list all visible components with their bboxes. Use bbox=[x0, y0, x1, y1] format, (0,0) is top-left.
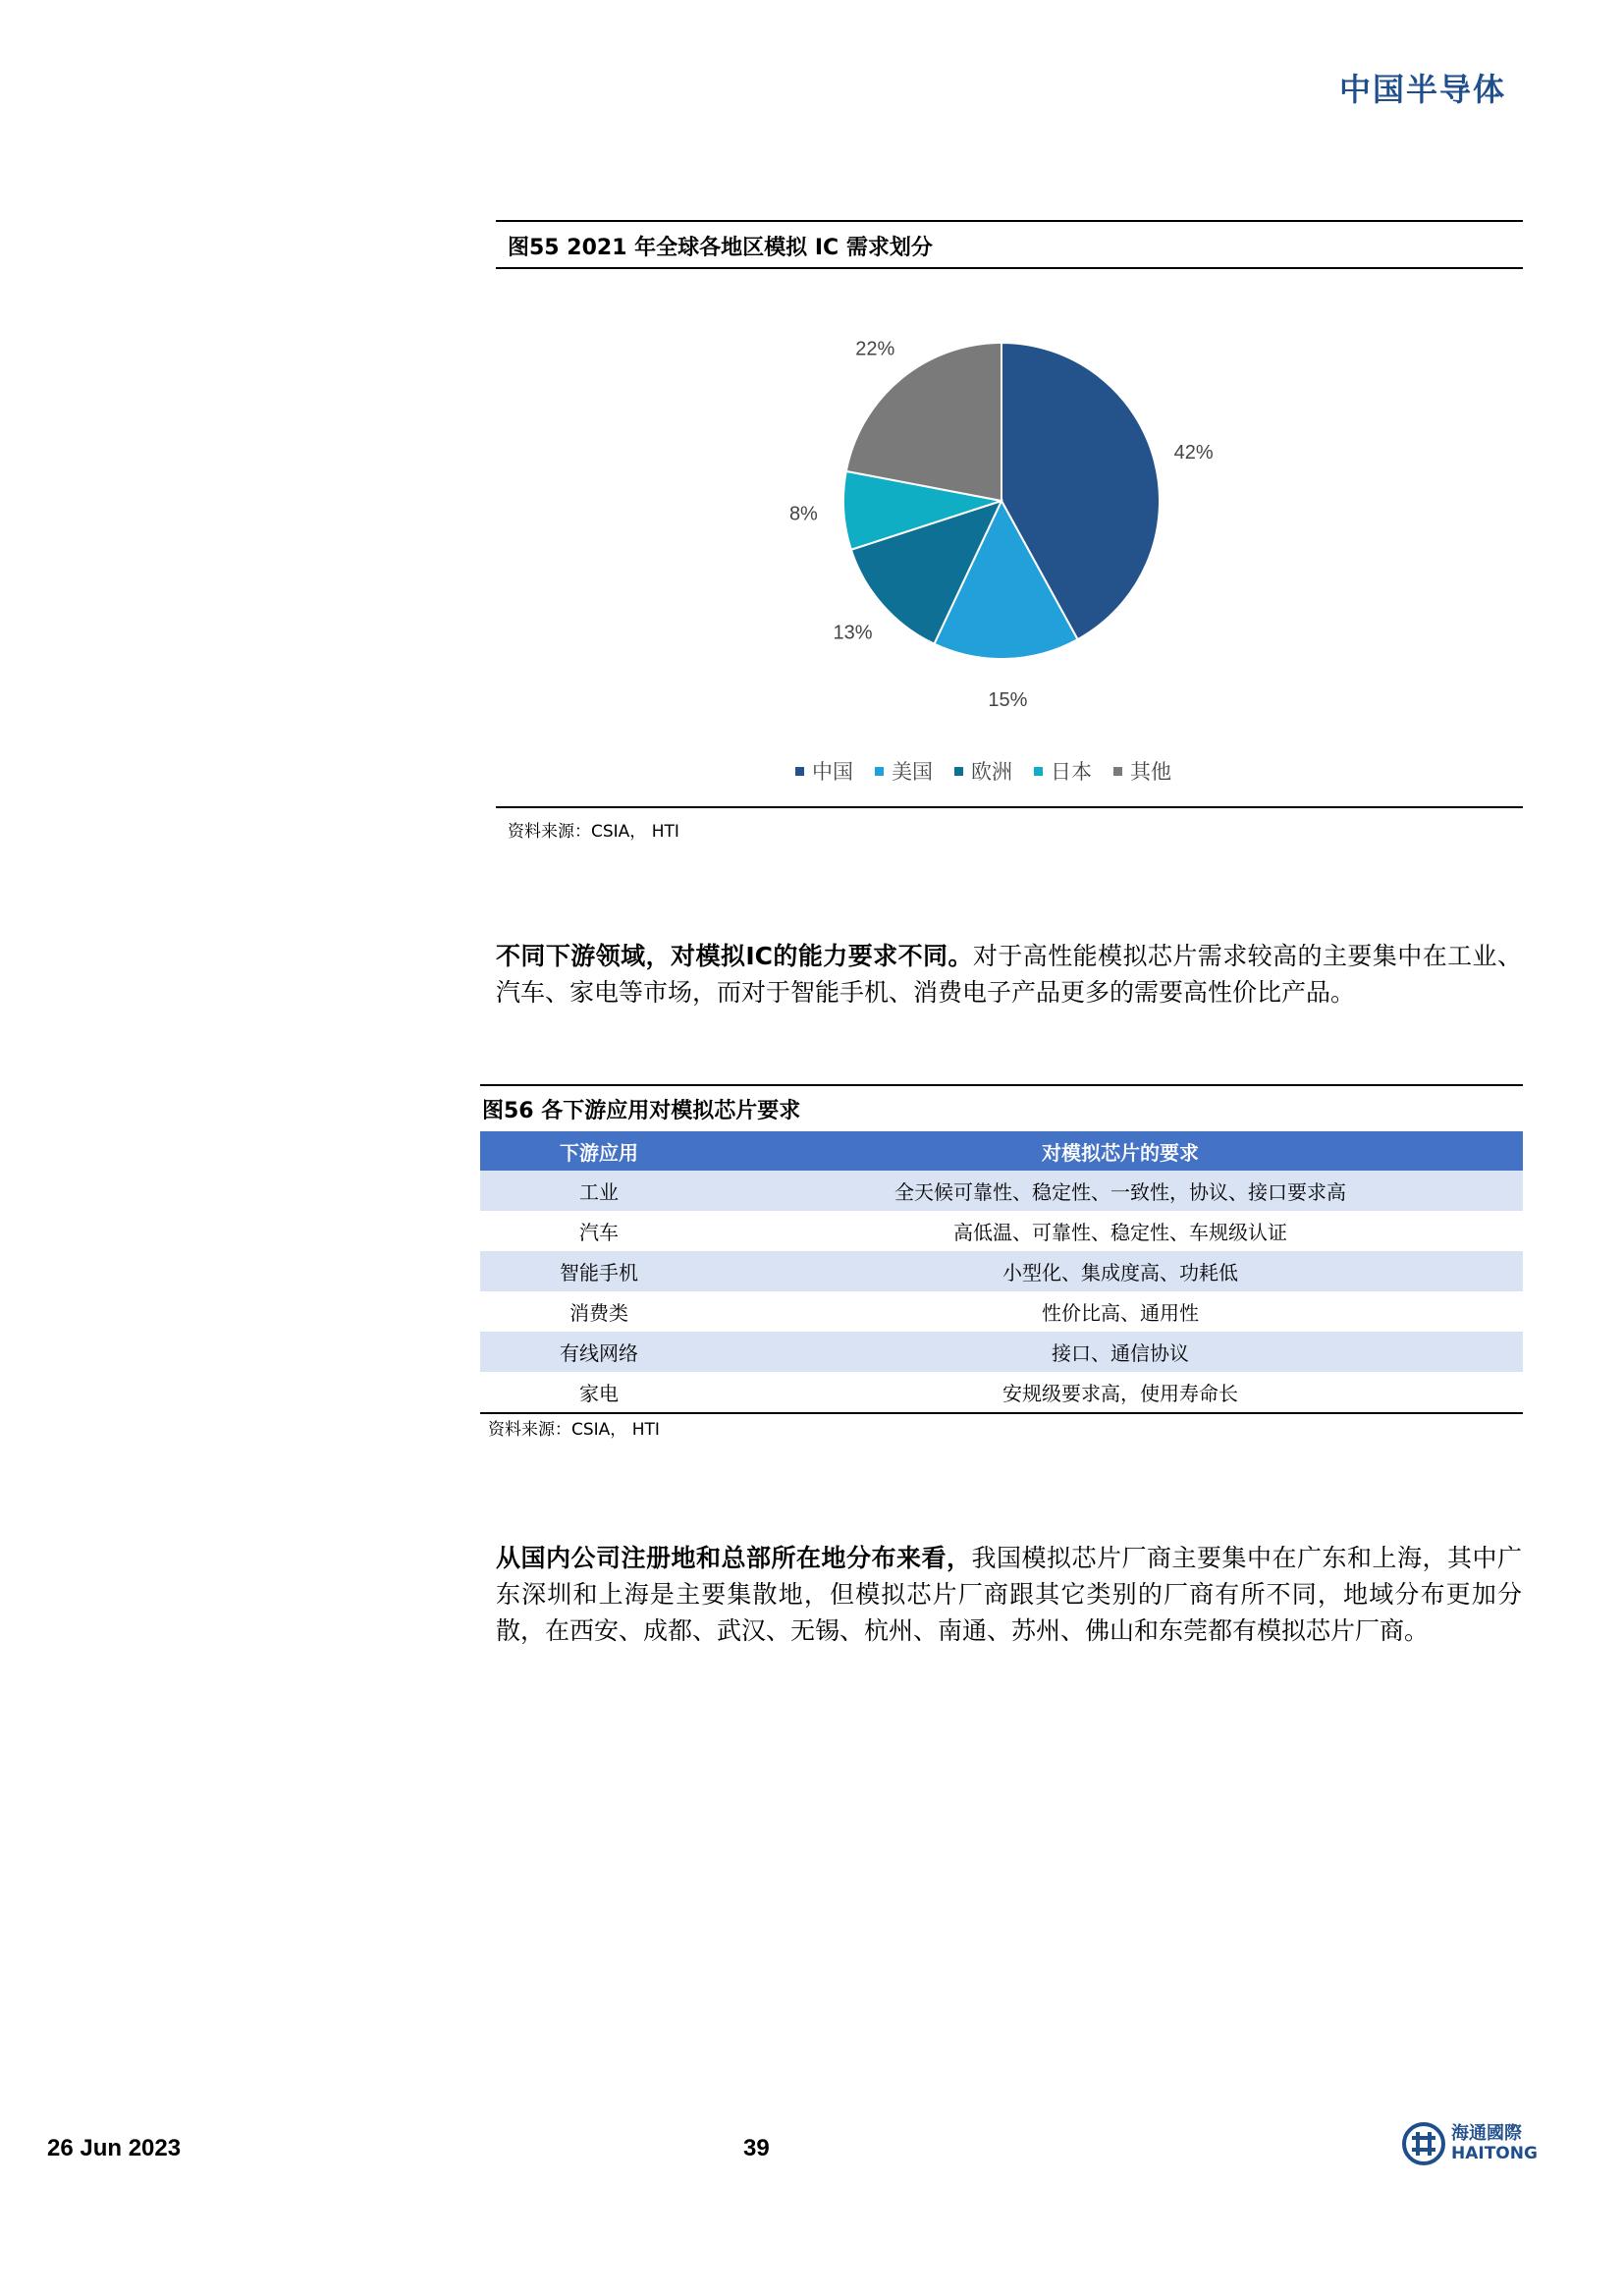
table-row bbox=[480, 1332, 1523, 1372]
table-cell-requirement: 安规级要求高，使用寿命长 bbox=[718, 1372, 1523, 1413]
legend-label: 其他 bbox=[1130, 760, 1171, 784]
figure55-title: 图55 2021 年全球各地区模拟 IC 需求划分 bbox=[508, 236, 933, 260]
pie-label-5: 22% bbox=[855, 338, 895, 360]
legend-item bbox=[795, 756, 853, 786]
legend-swatch bbox=[875, 767, 884, 776]
table-row bbox=[480, 1171, 1523, 1211]
figure55-title-rule bbox=[496, 267, 1523, 269]
paragraph-1-lead: 不同下游领域，对模拟IC的能力要求不同。 bbox=[496, 942, 973, 970]
legend-swatch bbox=[795, 767, 804, 776]
legend-swatch bbox=[954, 767, 963, 776]
table-row bbox=[480, 1291, 1523, 1332]
table-cell-requirement: 小型化、集成度高、功耗低 bbox=[718, 1251, 1523, 1291]
legend-label: 欧洲 bbox=[971, 760, 1012, 784]
chart-legend bbox=[795, 756, 1171, 786]
legend-item bbox=[1113, 756, 1171, 786]
header-title: 中国半导体 bbox=[1338, 71, 1506, 108]
legend-item bbox=[875, 756, 933, 786]
table-cell-requirement: 接口、通信协议 bbox=[718, 1332, 1523, 1372]
footer-page-number: 39 bbox=[743, 2135, 770, 2161]
table-cell-application: 家电 bbox=[480, 1372, 718, 1413]
legend-label: 中国 bbox=[812, 760, 853, 784]
figure56-title: 图56 各下游应用对模拟芯片要求 bbox=[482, 1099, 801, 1123]
figure56-top-rule bbox=[480, 1084, 1523, 1086]
pie-label-2: 15% bbox=[988, 688, 1028, 711]
haitong-logo-icon bbox=[1402, 2122, 1445, 2165]
legend-item bbox=[1034, 756, 1092, 786]
table-header-application: 下游应用 bbox=[480, 1131, 718, 1171]
table-row bbox=[480, 1251, 1523, 1291]
requirements-table bbox=[480, 1131, 1523, 1414]
haitong-logo bbox=[1402, 2122, 1538, 2165]
table-cell-requirement: 高低温、可靠性、稳定性、车规级认证 bbox=[953, 1221, 1287, 1244]
paragraph-1-body: 对于高性能模拟芯片需求较高的主要集中在工业、汽车、家电等市场，而对于智能手机、消费电子产品更多的需要高性价比产品。 bbox=[496, 942, 1522, 1007]
paragraph-1 bbox=[496, 938, 1522, 1011]
table-row bbox=[480, 1211, 1523, 1251]
table-cell-application: 汽车 bbox=[579, 1221, 619, 1244]
paragraph-2 bbox=[496, 1540, 1522, 1649]
pie-label-1: 42% bbox=[1173, 441, 1214, 464]
table-cell-application: 消费类 bbox=[569, 1301, 628, 1325]
legend-label: 日本 bbox=[1051, 760, 1092, 784]
table-cell-requirement: 全天候可靠性、稳定性、一致性，协议、接口要求高 bbox=[718, 1171, 1523, 1211]
legend-swatch bbox=[1113, 767, 1122, 776]
legend-label: 美国 bbox=[892, 760, 933, 784]
figure55-source: 资料来源：CSIA， HTI bbox=[508, 822, 679, 842]
logo-text-cn: 海通國際 bbox=[1451, 2123, 1522, 2144]
table-row bbox=[480, 1372, 1523, 1413]
figure55-bottom-rule bbox=[496, 806, 1523, 808]
table-cell-requirement: 性价比高、通用性 bbox=[1042, 1301, 1199, 1325]
pie-label-3: 13% bbox=[833, 622, 873, 644]
table-cell-application: 有线网络 bbox=[480, 1332, 718, 1372]
table-cell-application: 工业 bbox=[480, 1171, 718, 1211]
legend-item bbox=[954, 756, 1012, 786]
legend-swatch bbox=[1034, 767, 1043, 776]
footer-date: 26 Jun 2023 bbox=[47, 2135, 182, 2161]
pie-chart bbox=[496, 295, 1523, 717]
figure56-source: 资料来源：CSIA， HTI bbox=[488, 1420, 660, 1440]
table-header-requirement: 对模拟芯片的要求 bbox=[718, 1131, 1523, 1171]
table-cell-application: 智能手机 bbox=[480, 1251, 718, 1291]
figure55-top-rule bbox=[496, 220, 1523, 222]
pie-label-4: 8% bbox=[788, 503, 818, 525]
logo-text-en: HAITONG bbox=[1451, 2144, 1538, 2163]
paragraph-2-body: 我国模拟芯片厂商主要集中在广东和上海，其中广东深圳和上海是主要集散地，但模拟芯片厂商跟其它类别的厂商有所不同，地域分布更加分散，在西安、成都、武汉、无锡、杭州、南通、苏州、佛山和东莞都有模拟芯片厂商。 bbox=[496, 1544, 1522, 1645]
paragraph-2-lead: 从国内公司注册地和总部所在地分布来看， bbox=[496, 1544, 972, 1572]
